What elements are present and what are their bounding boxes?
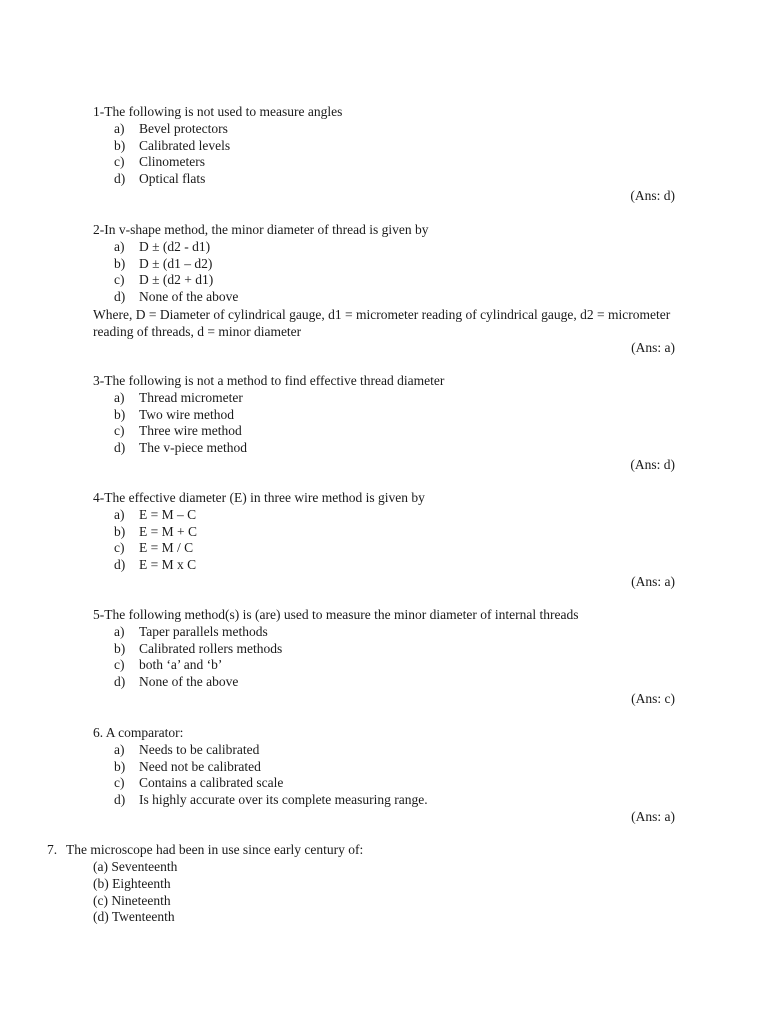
option-c — [93, 540, 683, 557]
option-b — [93, 407, 683, 424]
option-label: a) — [114, 238, 125, 254]
option-text: Two wire method — [139, 406, 235, 422]
option-text: D ± (d2 - d1) — [139, 238, 211, 254]
option-label: d) — [114, 557, 126, 573]
question-stem: 3-The following is not a method to find effective thread diameter — [93, 373, 445, 388]
option-c — [93, 423, 683, 440]
option-label: c) — [114, 775, 125, 791]
question-5 — [93, 607, 683, 708]
option-text: Three wire method — [139, 423, 242, 439]
option-label: c) — [114, 423, 125, 439]
option-text: both ‘a’ and ‘b’ — [139, 657, 223, 673]
question-stem: 2-In v-shape method, the minor diameter of thread is given by — [93, 222, 429, 237]
question-stem: 4-The effective diameter (E) in three wire method is given by — [93, 490, 425, 505]
option-text: Calibrated rollers methods — [139, 640, 283, 656]
option-label: a) — [114, 120, 125, 136]
option-text: E = M x C — [139, 557, 197, 573]
option-c: (c) Nineteenth — [93, 892, 171, 908]
option-label: c) — [114, 272, 125, 288]
question-3 — [93, 373, 683, 474]
question-number: 7. — [47, 842, 58, 857]
option-a: (a) Seventeenth — [93, 859, 178, 874]
option-text: Is highly accurate over its complete measuring range. — [139, 792, 428, 808]
option-b: (b) Eighteenth — [93, 875, 171, 891]
answer-key: (Ans: a) — [631, 808, 675, 824]
option-label: d) — [114, 171, 126, 187]
option-b — [93, 524, 683, 541]
option-label: a) — [114, 741, 125, 757]
question-2 — [93, 222, 683, 357]
option-label: a) — [114, 623, 125, 639]
answer-key: (Ans: a) — [631, 339, 675, 355]
option-b — [93, 759, 683, 776]
option-text: Contains a calibrated scale — [139, 775, 284, 791]
answer-key: (Ans: a) — [631, 573, 675, 589]
option-a — [93, 239, 683, 256]
question-stem: 5-The following method(s) is (are) used to measure the minor diameter of internal threads — [93, 607, 579, 622]
option-text: E = M + C — [139, 523, 197, 539]
answer-key: (Ans: d) — [630, 456, 675, 472]
option-c — [93, 154, 683, 171]
option-label: b) — [114, 523, 126, 539]
option-c — [93, 657, 683, 674]
option-label: d) — [114, 289, 126, 305]
option-label: b) — [114, 255, 126, 271]
option-list — [93, 859, 177, 926]
option-text: Taper parallels methods — [139, 623, 268, 639]
option-text: None of the above — [139, 674, 239, 690]
option-d — [93, 440, 683, 457]
option-d — [93, 557, 683, 574]
option-d: (d) Twenteenth — [93, 909, 175, 925]
option-text: E = M – C — [139, 506, 197, 522]
option-label: d) — [114, 440, 126, 456]
option-text: Clinometers — [139, 154, 205, 170]
option-d — [93, 674, 683, 691]
option-c — [93, 775, 683, 792]
option-label: c) — [114, 657, 125, 673]
option-label: b) — [114, 640, 126, 656]
question-4 — [93, 490, 683, 591]
option-d — [93, 289, 683, 306]
option-text: D ± (d1 – d2) — [139, 255, 213, 271]
option-label: b) — [114, 406, 126, 422]
option-text: Optical flats — [139, 171, 206, 187]
option-text: Calibrated levels — [139, 137, 231, 153]
option-label: b) — [114, 137, 126, 153]
option-text: D ± (d2 + d1) — [139, 272, 214, 288]
question-stem: 1-The following is not used to measure angles — [93, 104, 343, 119]
option-text: E = M / C — [139, 540, 194, 556]
option-d — [93, 792, 683, 809]
option-label: a) — [114, 389, 125, 405]
option-label: d) — [114, 792, 126, 808]
question-stem: The microscope had been in use since early century of: — [66, 842, 364, 857]
option-a — [93, 742, 683, 759]
option-text: Needs to be calibrated — [139, 741, 260, 757]
option-text: The v-piece method — [139, 440, 247, 456]
option-a — [93, 390, 683, 407]
question-stem: 6. A comparator: — [93, 725, 184, 740]
option-b — [93, 138, 683, 155]
answer-key: (Ans: d) — [630, 187, 675, 203]
option-b — [93, 256, 683, 273]
option-a — [93, 121, 683, 138]
option-text: Bevel protectors — [139, 120, 228, 136]
option-label: d) — [114, 674, 126, 690]
option-text: Thread micrometer — [139, 389, 243, 405]
question-1 — [93, 104, 683, 205]
option-d — [93, 171, 683, 188]
option-a — [93, 507, 683, 524]
option-label: a) — [114, 506, 125, 522]
option-text: None of the above — [139, 289, 239, 305]
option-text: Need not be calibrated — [139, 758, 261, 774]
option-c — [93, 272, 683, 289]
option-label: c) — [114, 154, 125, 170]
definition-note: Where, D = Diameter of cylindrical gauge, d1 = micrometer reading of cylindrical gauge, d2 = micrometer reading of threads, d = minor diameter — [93, 306, 671, 339]
option-label: c) — [114, 540, 125, 556]
option-b — [93, 641, 683, 658]
option-a — [93, 624, 683, 641]
question-6 — [93, 725, 683, 826]
option-label: b) — [114, 758, 126, 774]
answer-key: (Ans: c) — [631, 690, 675, 706]
